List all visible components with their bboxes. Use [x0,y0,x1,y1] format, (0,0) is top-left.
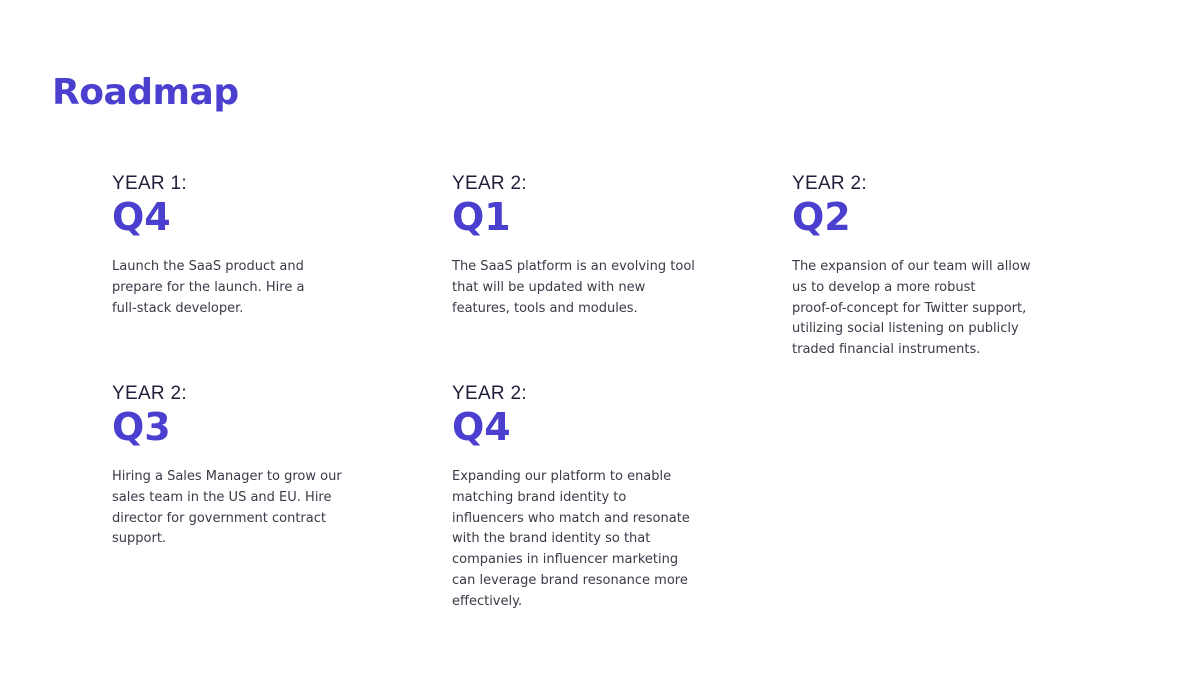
description-line: traded financial instruments. [792,342,981,358]
description-line: Launch the SaaS product and [112,259,304,274]
description-line: companies in influencer marketing [452,552,679,568]
description-line: matching brand identity to [452,489,627,505]
quarter-label: Q4 [112,195,171,239]
description-line: with the brand identity so that [452,531,651,547]
year-label: YEAR 2: [452,173,527,194]
description-line: director for government contract [112,510,326,526]
description-line: that will be updated with new [452,279,646,295]
description-line: full-stack developer. [112,300,244,316]
quarter-label: Q4 [452,405,511,449]
year-label: YEAR 2: [112,383,187,404]
roadmap-item-year1-q4 [112,173,382,319]
item-description [452,257,722,319]
quarter-label: Q3 [112,405,171,449]
year-label: YEAR 2: [792,173,867,194]
roadmap-item-year2-q3 [112,383,382,550]
description-line: proof-of-concept for Twitter support, [792,300,1027,316]
year-label: YEAR 2: [452,383,527,404]
description-line: effectively. [452,593,523,609]
year-label: YEAR 1: [112,173,187,194]
description-line: influencers who match and resonate [452,510,690,526]
item-description [792,257,1082,361]
description-line: can leverage brand resonance more [452,572,688,588]
roadmap-item-year2-q1 [452,173,722,319]
item-description [452,467,722,613]
description-line: utilizing social listening on publicly [792,321,1019,337]
description-line: features, tools and modules. [452,300,638,316]
description-line: us to develop a more robust [792,279,976,295]
description-line: sales team in the US and EU. Hire [112,489,332,505]
item-description [112,257,382,319]
description-line: prepare for the launch. Hire a [112,279,305,295]
description-line: The SaaS platform is an evolving tool [452,259,695,274]
description-line: support. [112,531,167,547]
description-line: Hiring a Sales Manager to grow our [112,469,342,484]
description-line: The expansion of our team will allow [792,259,1031,274]
quarter-label: Q1 [452,195,511,239]
description-line: Expanding our platform to enable [452,469,672,484]
roadmap-item-year2-q4 [452,383,722,613]
item-description [112,467,382,550]
page-title: Roadmap [52,72,239,113]
roadmap-item-year2-q2 [792,173,1082,361]
quarter-label: Q2 [792,195,851,239]
